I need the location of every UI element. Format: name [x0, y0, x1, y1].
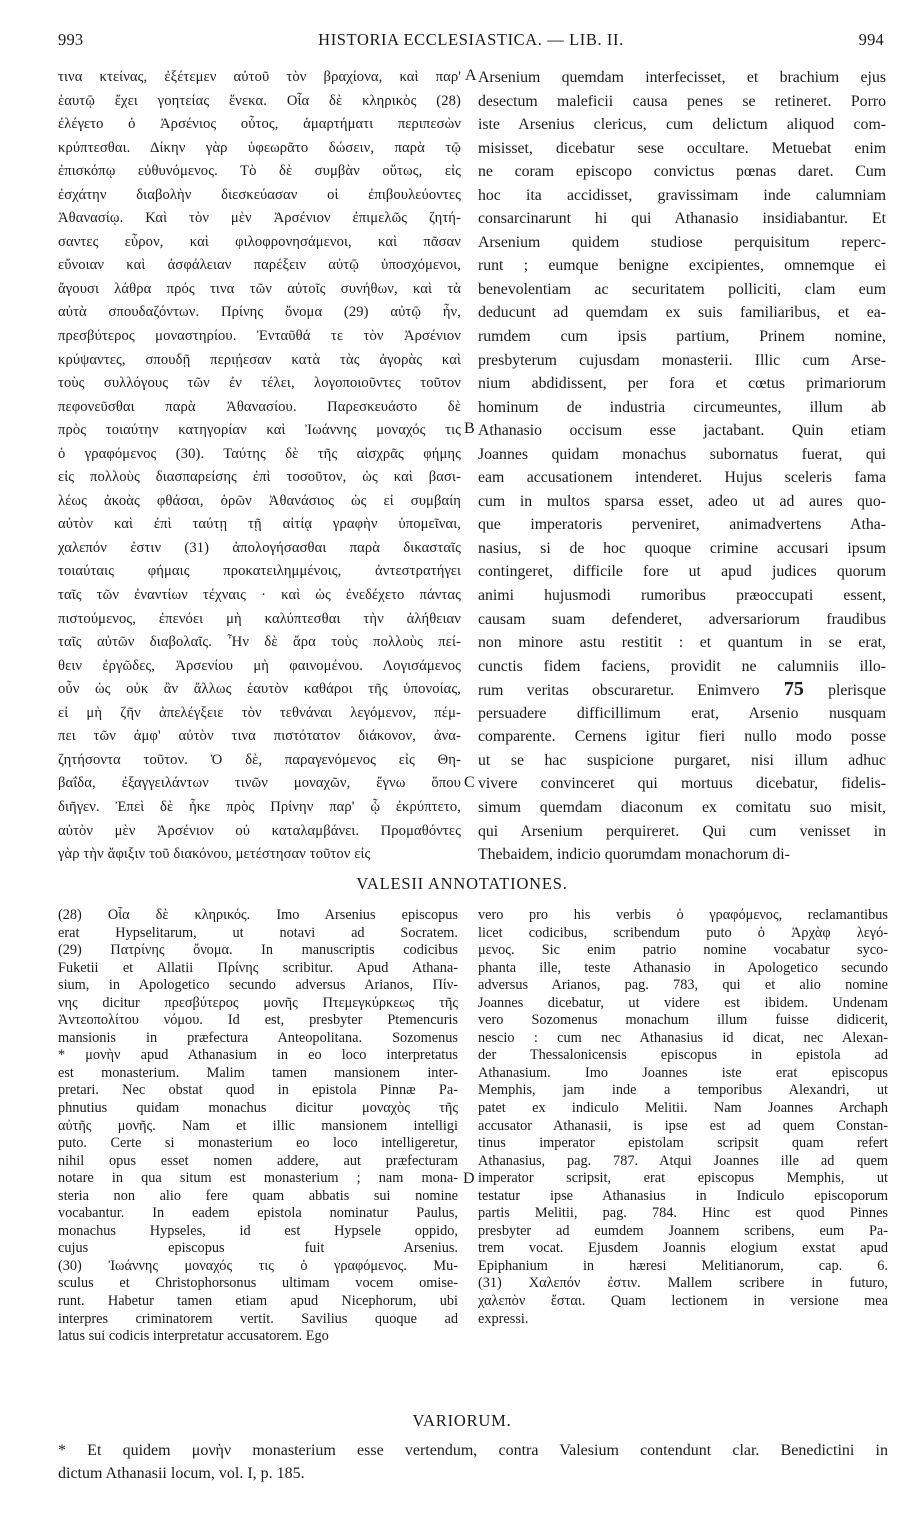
annotation-line: est monasterium. Malim tamen mansionem inter-	[58, 1064, 458, 1081]
greek-text-column	[58, 66, 461, 867]
annotation-line: expressi.	[478, 1310, 529, 1327]
section-marker-a: A	[465, 67, 477, 84]
annotation-line: der Thessalonicensis episcopus in epistola ad	[478, 1047, 888, 1064]
latin-text-line: rum veritas obscuraretur. Enimvero 75 plerisque	[478, 678, 886, 701]
greek-text-line: εὔνοιαν καὶ ἀσφάλειαν παρέξειν αὐτῷ ὑποσχόμενοι,	[58, 257, 461, 274]
annotation-line: αὐτῆς μονῆς. Nam et illic mansionem intelligi	[58, 1117, 458, 1134]
annotation-line: sium, in Apologetico secundo adversus Arianos, Πίν-	[58, 977, 458, 994]
greek-text-line: διῆγεν. Ἐπεὶ δὲ ἧκε πρὸς Πρίνην παρ' ᾧ ἐκρύπτετο,	[58, 798, 461, 815]
greek-text-line: εἰς πολλοὺς διασπαρείσης ἐπὶ τοσοῦτον, ὡς καὶ βασι-	[58, 469, 461, 486]
annotation-line: (28) Οἷα δὲ κληρικός. Imo Arsenius episcopus	[58, 907, 458, 923]
annotation-line: sculus et Christophorsonus ultimam vocem omise-	[58, 1275, 458, 1292]
annotation-line: χαλεπὸν ἔσται. Quam lectionem in versione mea	[478, 1293, 888, 1310]
latin-text-line: Arsenium quemdam interfecisset, et brachium ejus	[478, 69, 886, 86]
greek-text-line: ταῖς αὐτῶν διαβολαῖς. Ἦν δὲ ἄρα τοὺς πολλοὺς πεί-	[58, 634, 461, 651]
latin-text-line: Athanasio occisum esse jactabant. Quin etiam	[478, 422, 886, 440]
annotation-line: erat Hypselitarum, ut notavi ad Socratem.	[58, 924, 458, 941]
latin-text-line: cunctis fidem faciens, providit ne calumniis illo-	[478, 657, 886, 675]
latin-text-line: Joannes quidam monachus subornatus fuerat, qui	[478, 445, 886, 463]
latin-text-line: contingeret, difficile fore ut apud judices quorum	[478, 563, 886, 581]
annotation-line: * μονὴν apud Athanasium in eo loco interpretatus	[58, 1047, 458, 1064]
annotation-line: vero Sozomenus monachum illum fuisse didicerit,	[478, 1012, 888, 1029]
greek-text-line: ἑαυτῷ ἔχει γοητείας ἕνεκα. Οἷα δὲ κληρικὸς (28)	[58, 92, 461, 109]
greek-text-line: ζητήσοντα τοῦτον. Ὁ δὲ, παραγενόμενος εἰς Θη-	[58, 751, 461, 768]
latin-text-line: hoc ita accidisset, gravissimam inde calumniam	[478, 186, 886, 204]
variorum-note	[58, 1439, 888, 1485]
greek-text-line: βαΐδα, ἐξαγγειλάντων τινῶν μοναχῶν, ἔγνω ὅπου	[58, 775, 461, 792]
greek-text-line: ἐλέγετο ὁ Ἀρσένιος οὗτος, ἁμαρτήματι περιπεσὼν	[58, 116, 461, 133]
greek-text-line: οὖν ὡς οὐκ ἂν ἄλλως ἑαυτὸν καθάροι τῆς ὑπονοίας,	[58, 681, 461, 698]
greek-text-line: κρύπτεσθαι. Δίκην γὰρ ὑφεωρᾶτο δώσειν, παρὰ τῷ	[58, 139, 461, 156]
greek-text-line: τοιαύταις φήμαις προκατειλημμένοις, ἀντεστρατήγει	[58, 563, 461, 580]
greek-text-line: χαλεπόν ἐστιν (31) ἀπολογήσασθαι παρὰ δικασταῖς	[58, 539, 461, 556]
annotation-line: puto. Certe si monasterium eo loco intelligeretur,	[58, 1135, 458, 1152]
annotation-line: pretari. Nec obstat quod in epistola Pinnæ Pa-	[58, 1082, 458, 1099]
greek-text-line: πρὸς τοιαύτην κατηγορίαν καὶ Ἰωάννης μοναχός τις	[58, 422, 461, 439]
latin-text-line: ut se hac suspicione purgaret, nisi illum adhuc	[478, 751, 886, 769]
latin-text-line: nasius, si de hoc quoque crimine accusari ipsum	[478, 539, 886, 557]
annotation-line: accusator Athanasii, is ipse est ad quem Constan-	[478, 1117, 888, 1134]
annotation-line: patet ex indiculo Melitii. Nam Joannes Archaph	[478, 1100, 888, 1117]
greek-text-line: σαντες εὗρον, καὶ φιλοφρονησάμενοι, καὶ πᾶσαν	[58, 233, 461, 250]
latin-text-line: Arsenium quidem studiose perquisitum reperc-	[478, 233, 886, 251]
annotation-line: phanta ille, teste Athanasio in Apologetico secundo	[478, 959, 888, 976]
annotation-line: vero pro his verbis ὁ γραφόμενος, reclamantibus	[478, 907, 888, 923]
annotation-line: nihil opus esset nomen addere, aut præfecturam	[58, 1152, 458, 1169]
column-number-marker: 75	[759, 678, 829, 701]
greek-text-line: τινα κτείνας, ἐξέτεμεν αὐτοῦ τὸν βραχίονα, καὶ παρ'	[58, 69, 461, 85]
section-marker-b: B	[464, 420, 475, 437]
annotation-line: adversus Arianos, pag. 783, qui et alio nomine	[478, 977, 888, 994]
latin-text-line: desectum maleficii causa penes se retineret. Porro	[478, 92, 886, 110]
latin-text-line: que imperatoris perveniret, animadvertens Atha-	[478, 516, 886, 534]
annotation-line: phnutius quidam monachus dicitur μοναχὸς τῆς	[58, 1100, 458, 1117]
annotation-line: notare in qua situm est monasterium ; nam mona-	[58, 1170, 458, 1187]
annotation-line: νης dicitur πρεσβύτερος μονῆς Πτεμεγκύρκεως τῆς	[58, 994, 458, 1011]
greek-text-line: λέως ἀκοὰς φθάσαι, ὁρῶν Ἀθανάσιος ὡς εἰ συμβαίη	[58, 492, 461, 509]
annotations-heading: VALESII ANNOTATIONES.	[356, 874, 568, 893]
annotation-line: μενος. Sic enim patrio nomine vocabatur syco-	[478, 942, 888, 959]
annotation-line: Memphis, jam inde a temporibus Alexandri, ut	[478, 1082, 888, 1099]
latin-inline-word: plerisque	[828, 682, 886, 700]
greek-text-line: αὐτὸν μὲν Ἀρσένιον οὐ καταλαμβάνει. Προμαθόντες	[58, 822, 461, 839]
latin-text-line: non minore astu restitit : et quantum in se erat,	[478, 634, 886, 652]
page-number-right: 994	[858, 30, 884, 49]
greek-text-line: πρεσβύτερος μοναστηρίου. Ἐνταῦθά τε τὸν Ἀρσένιον	[58, 328, 461, 345]
greek-text-line: Ἀθανασίῳ. Καὶ τὸν μὲν Ἀρσένιον ἐπιμελῶς ζητή-	[58, 210, 461, 227]
latin-text-line: misisset, dicebatur sese occultare. Metuebat enim	[478, 139, 886, 157]
greek-text-line: κρύψαντες, σπουδῇ περιῄεσαν κατὰ τὰς ἀγορὰς καὶ	[58, 351, 461, 368]
latin-text-line: animi hujusmodi rumoribus præoccupati essent,	[478, 587, 886, 605]
greek-text-line: πεφονεῦσθαι παρὰ Ἀθανασίου. Παρεσκευάστο δὲ	[58, 398, 461, 415]
section-marker-d: D	[463, 1170, 475, 1187]
greek-text-line: τοὺς συλλόγους τῶν ἐν τέλει, λογοποιοῦντες τοῦτον	[58, 375, 461, 392]
greek-text-line: ταῖς τῶν ἐναντίων τέχναις · καὶ ὡς ἐνεδέχετο πάντας	[58, 587, 461, 604]
annotation-line: Joannes dicebatur, ut videre est ibidem. Undenam	[478, 994, 888, 1011]
greek-text-line: ὁ γραφόμενος (30). Ταύτης δὲ τῆς αἰσχρᾶς φήμης	[58, 445, 461, 462]
annotation-line: partis Melitii, pag. 784. Hinc est quod Pinnes	[478, 1205, 888, 1222]
running-title: HISTORIA ECCLESIASTICA. — LIB. II.	[318, 30, 624, 49]
variorum-line: * Et quidem μονὴν monasterium esse vertendum, contra Valesium contendunt clar. Benedictini in	[58, 1442, 888, 1459]
latin-text-line: nium abdidissent, per fora et cœtus primariorum	[478, 375, 886, 393]
greek-text-line: γὰρ τὴν ἄφιξιν τοῦ διακόνου, μετέστησαν τοῦτον εἰς	[58, 846, 371, 863]
latin-text-line: eam accusationem intenderet. Hujus sceleris fama	[478, 469, 886, 487]
latin-text-line: Thebaidem, indicio quorumdam monachorum di-	[478, 846, 790, 864]
annotation-line: runt. Habetur tamen etiam apud Nicephorum, ubi	[58, 1293, 458, 1310]
annotation-line: latus sui codicis interpretatur accusatorem. Ego	[58, 1328, 329, 1345]
latin-text-line: persuadere difficillimum erat, Arsenio nusquam	[478, 704, 886, 722]
latin-text-line: hominum de industria circumeuntes, illum ab	[478, 398, 886, 416]
latin-text-line: runt ; eumque benigne excipientes, omnemque ei	[478, 257, 886, 275]
variorum-heading: VARIORUM.	[412, 1411, 512, 1430]
annotation-line: (30) Ἰωάννης μοναχός τις ὁ γραφόμενος. Mu-	[58, 1257, 458, 1274]
annotations-left-column	[58, 907, 458, 1346]
annotation-line: interpres criminatorem vertit. Savilius quoque ad	[58, 1310, 458, 1327]
annotation-line: tinus imperator epistolam scripsit quam refert	[478, 1135, 888, 1152]
greek-text-line: εἰ μὴ ζῆν ἀπελέγξειε τὸν τεθνάναι λεγόμενον, πέμ-	[58, 704, 461, 721]
latin-text-line: ne coram episcopo convictus pœnas daret. Cum	[478, 163, 886, 181]
latin-text-line: rumdem cum ipsis partium, Prinem nomine,	[478, 328, 886, 346]
variorum-line: dictum Athanasii locum, vol. I, p. 185.	[58, 1465, 305, 1482]
annotation-line: (31) Χαλεπόν ἐστιν. Mallem scribere in futuro,	[478, 1275, 888, 1292]
greek-text-line: αὐτὰ σπουδαζόντων. Πρίνης ὄνομα (29) αὐτῷ ἦν,	[58, 304, 461, 321]
annotation-line: monachus Hypseles, id est Hypsele oppido,	[58, 1222, 458, 1239]
latin-text-line: causam suam defenderet, adversariorum fraudibus	[478, 610, 886, 628]
annotation-line: steria non alio fere quam abbatis sui nomine	[58, 1187, 458, 1204]
annotation-line: nescio : cum nec Athanasius id dicat, nec Alexan-	[478, 1029, 888, 1046]
annotation-line: mansionis in præfectura Anteopolitana. Sozomenus	[58, 1029, 458, 1046]
annotation-line: vocabantur. In eadem epistola nominatur Paulus,	[58, 1205, 458, 1222]
page-number-left: 993	[58, 30, 84, 49]
latin-text-line: consarcinarunt hi qui Athanasio insidiabantur. Et	[478, 210, 886, 228]
latin-text-line: presbyterum cujusdam monasterii. Illic cum Arse-	[478, 351, 886, 369]
latin-text-line: qui Arsenium perquireret. Qui cum venisset in	[478, 822, 886, 840]
latin-text-column	[478, 66, 886, 867]
annotation-line: presbyter ad eumdem Joannem scribens, eum Pa-	[478, 1222, 888, 1239]
greek-text-line: ἐπισκόπῳ εὐθυνόμενος. Τὸ δὲ συμβὰν οὕτως, εἰς	[58, 163, 461, 180]
annotation-line: (29) Πατρίνης ὄνομα. In manuscriptis codicibus	[58, 942, 458, 959]
greek-text-line: θειν ἐργῶδες, Ἀρσενίου μὴ φαινομένου. Λογισάμενος	[58, 657, 461, 674]
annotation-line: Epiphanium in hæresi Melitianorum, cap. 6.	[478, 1257, 888, 1274]
annotation-line: imperator scripsit, erat episcopus Memphis, ut	[478, 1170, 888, 1187]
running-header	[58, 30, 884, 56]
latin-text-line: deducunt ad quemdam ex suis familiaribus, et ea-	[478, 304, 886, 322]
greek-text-line: ἄγουσι λάθρα πρός τινα τῶν αὐτοῖς συνήθων, καὶ τὰ	[58, 280, 461, 297]
annotation-line: cujus episcopus fuit Arsenius.	[58, 1240, 458, 1257]
greek-text-line: αὐτὸν καὶ ἐπὶ ταύτῃ τῇ αἰτίᾳ γραφὴν ὑπομεῖναι,	[58, 516, 461, 533]
latin-text-line: vivere convinceret qui mortuus dicebatur, fidelis-	[478, 775, 886, 793]
annotation-line: testatur ipse Athanasius in Indiculo episcoporum	[478, 1187, 888, 1204]
annotation-line: Athanasius, pag. 787. Atqui Joannes ille ad quem	[478, 1152, 888, 1169]
latin-text-line: benevolentiam ac securitatem polliciti, clam eum	[478, 280, 886, 298]
latin-text-line: comparente. Cernens igitur fieri nullo modo posse	[478, 728, 886, 746]
annotation-line: Athanasium. Imo Joannes iste erat episcopus	[478, 1064, 888, 1081]
annotation-line: Ἀντεοπολίτου νόμου. Id est, presbyter Ptemencuris	[58, 1012, 458, 1029]
latin-text-line: iste Arsenius clericus, cum delictum aliquod com-	[478, 116, 886, 134]
greek-text-line: πιστούμενος, ἐπενόει μὴ καλύπτεσθαι τὴν ἀλήθειαν	[58, 610, 461, 627]
annotation-line: licet codicibus, scribendum puto ὁ Ἀρχὰφ λεγό-	[478, 924, 888, 941]
greek-text-line: ἐσχάτην διαβολὴν διεσκεύασαν οἱ ἐπιβουλεύοντες	[58, 186, 461, 203]
latin-text-line: cum in multos sparsa esset, adeo ut ad aures quo-	[478, 492, 886, 510]
latin-text-line: simum quemdam diaconum ex comitatu suo misit,	[478, 798, 886, 816]
annotation-line: trem vocat. Ejusdem Joannis elogium exstat apud	[478, 1240, 888, 1257]
greek-text-line: πει τῶν ἀμφ' αὐτὸν τινα πιστότατον διάκονον, ἀνα-	[58, 728, 461, 745]
annotation-line: Fuketii et Allatii Πρίνης scribitur. Apud Athana-	[58, 959, 458, 976]
section-marker-c: C	[464, 774, 475, 791]
annotations-right-column	[478, 907, 888, 1328]
